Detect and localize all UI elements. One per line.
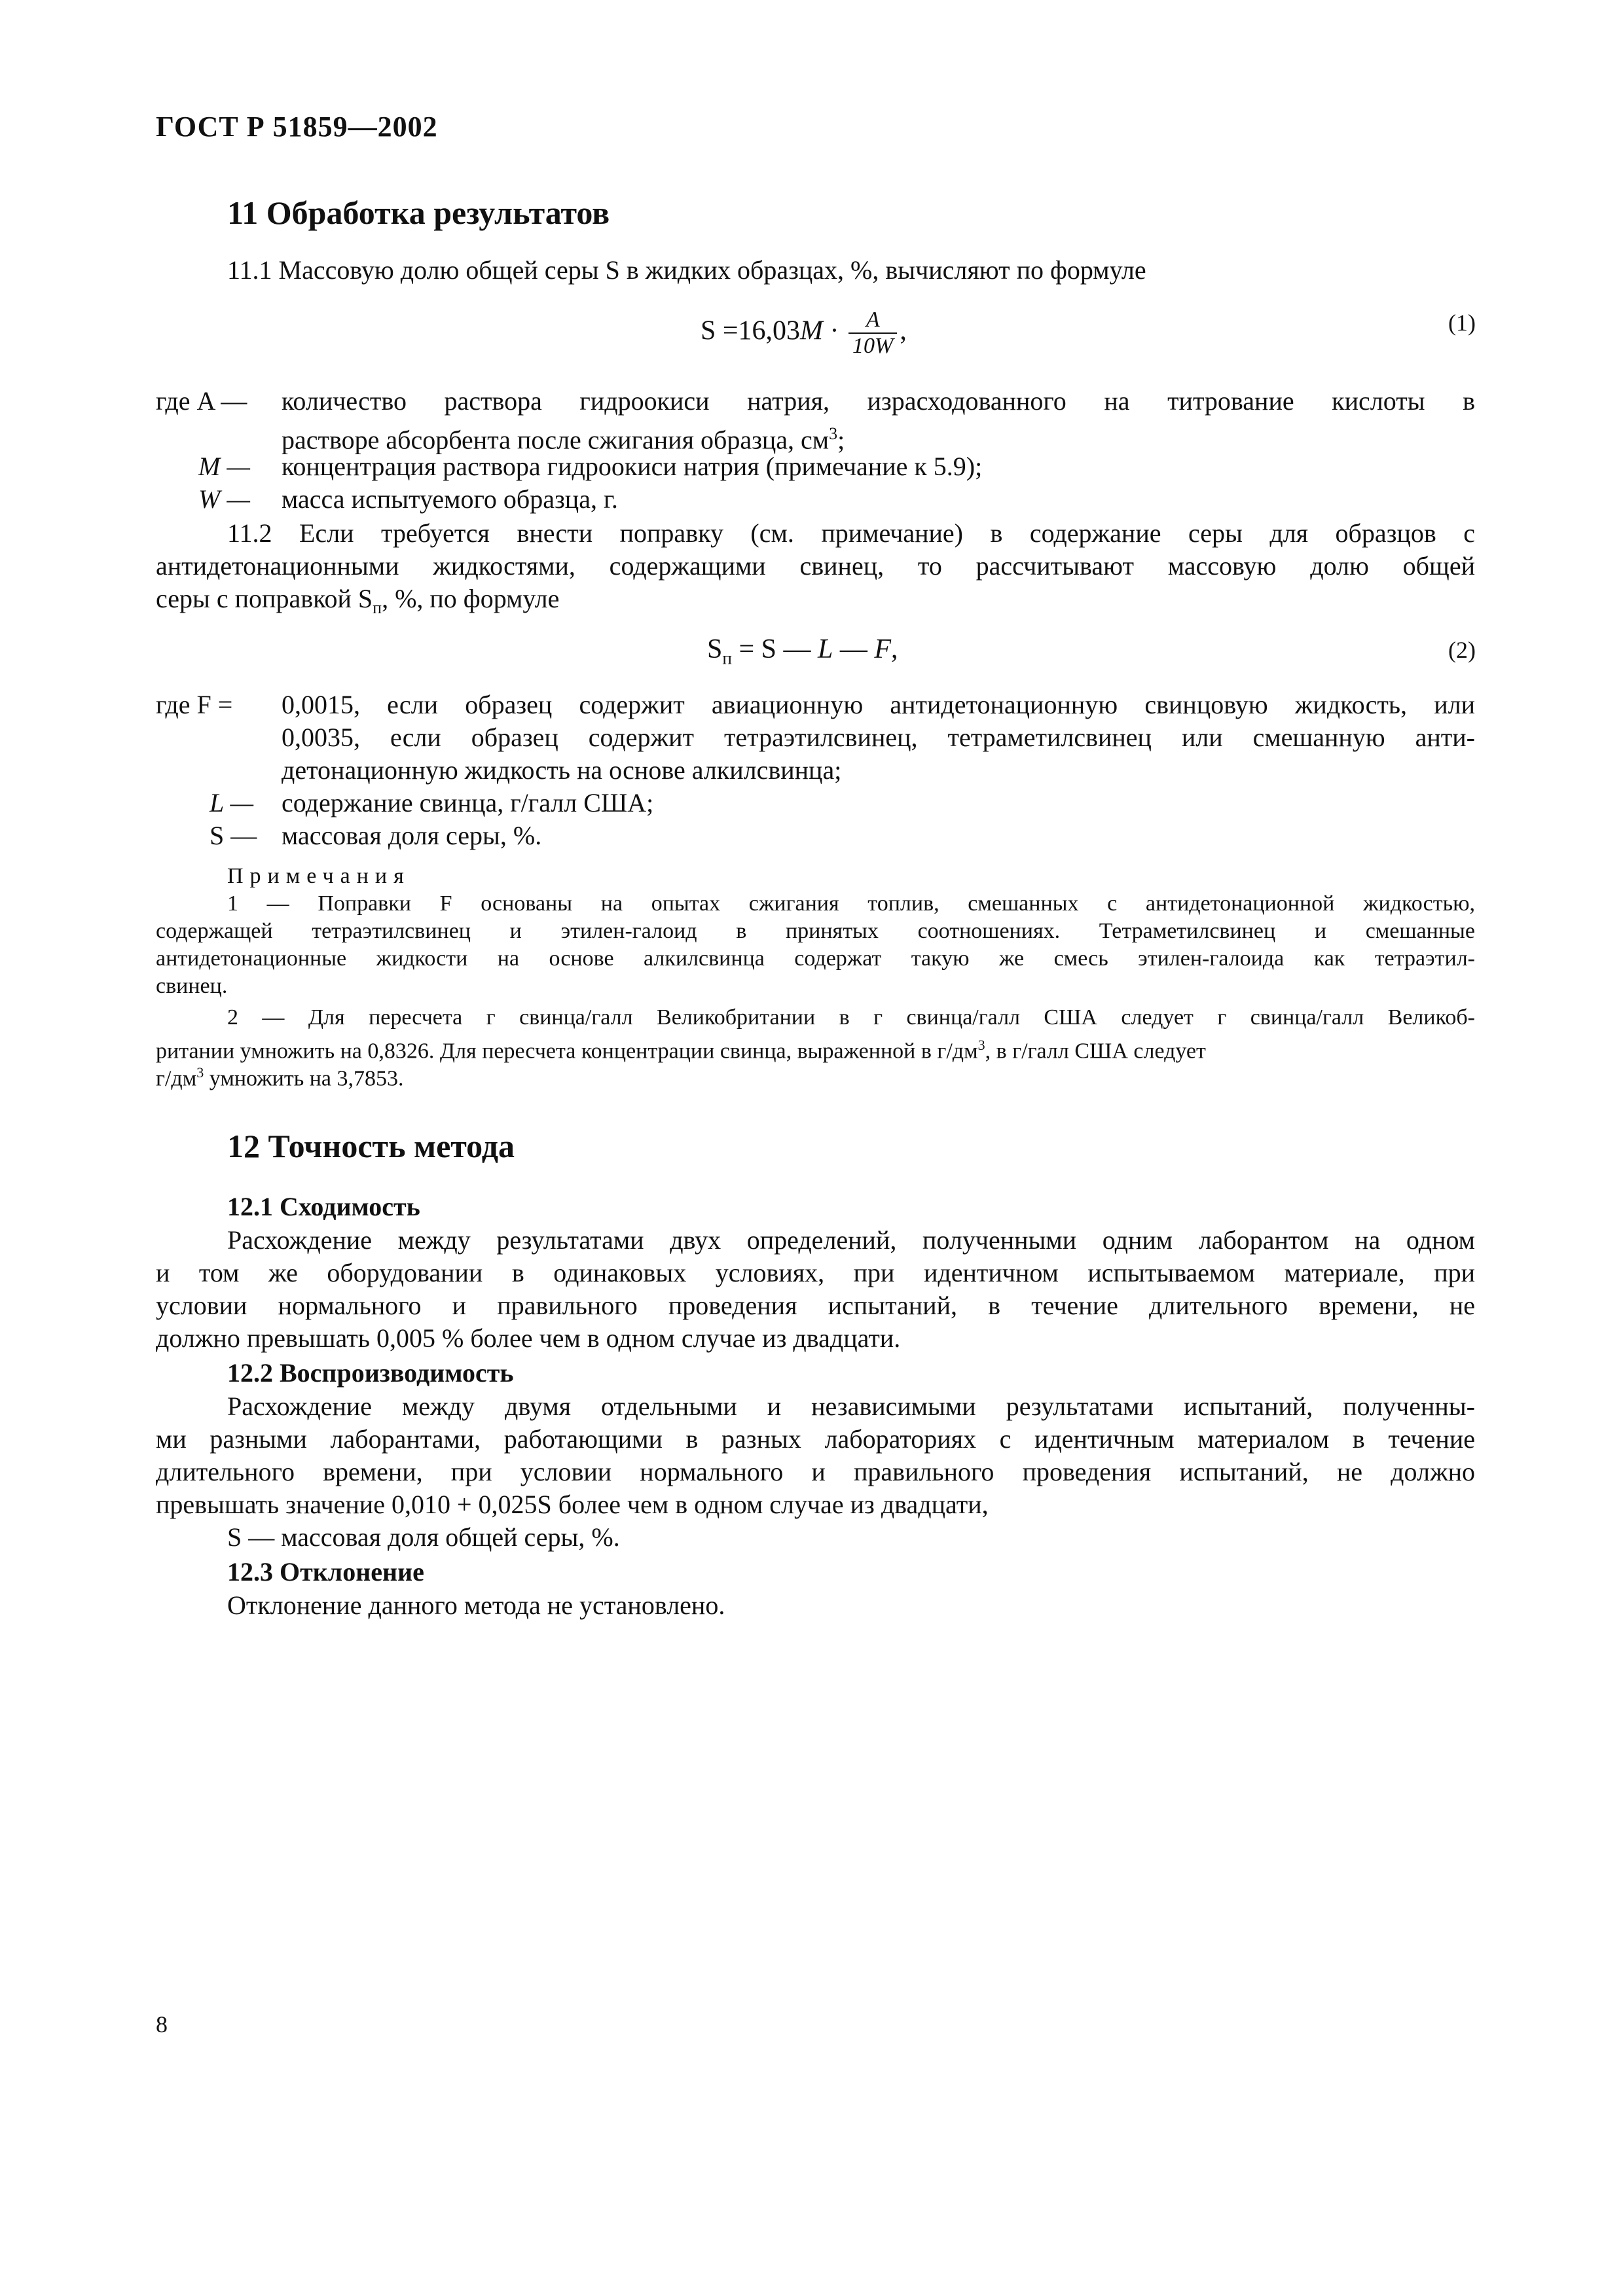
formula-1-fraction bbox=[848, 308, 897, 359]
formula-2-s: S bbox=[707, 634, 723, 664]
p112-l3-text: серы с поправкой S bbox=[156, 584, 373, 613]
formula-2 bbox=[707, 634, 898, 668]
p112-l3-end: , %, по формуле bbox=[382, 584, 560, 613]
formula-1-m: M bbox=[800, 315, 824, 346]
paragraph-12-1-line-3: условии нормального и правильного проведения испытаний, в течение длительного времени, не bbox=[156, 1291, 1475, 1320]
note-1-line-1: 1 — Поправки F основаны на опытах сжигания топлив, смешанных с антидетонационной жидкостью, bbox=[227, 891, 1475, 916]
formula-2-f: F bbox=[874, 634, 892, 664]
formula-1-dot: · bbox=[823, 315, 847, 346]
note-2-l3-end: умножить на 3,7853. bbox=[204, 1066, 404, 1091]
formula-2-number: (2) bbox=[1448, 637, 1476, 663]
note-2-l2-text: ритании умножить на 0,8326. Для пересчета концентрации свинца, выраженной в г/дм bbox=[156, 1039, 978, 1064]
note-2-l3-text: г/дм bbox=[156, 1066, 197, 1091]
where-a-sup: 3 bbox=[829, 424, 838, 443]
paragraph-12-2-line-4: превышать значение 0,010 + 0,025S более чем в одном случае из двадцати, bbox=[156, 1490, 989, 1519]
note-2-line-3 bbox=[156, 1059, 404, 1092]
formula-2-sub: п bbox=[722, 648, 732, 668]
where-f-label: где F = bbox=[156, 690, 233, 719]
notes-title: Примечания bbox=[227, 864, 410, 888]
section-12-title: 12 Точность метода bbox=[227, 1128, 515, 1164]
where-a-label: где A — bbox=[156, 386, 247, 416]
note-2-l3-sup: 3 bbox=[196, 1064, 204, 1081]
where-m-text: концентрация раствора гидроокиси натрия (примечание к 5.9); bbox=[282, 452, 983, 481]
paragraph-11-2-line-3 bbox=[156, 583, 559, 624]
where-a-line-1: количество раствора гидроокиси натрия, израсходованного на титрование кислоты в bbox=[282, 386, 1475, 416]
where-a-end: ; bbox=[837, 425, 845, 455]
where-w-text: масса испытуемого образца, г. bbox=[282, 484, 618, 514]
paragraph-11-2-line-1: 11.2 Если требуется внести поправку (см. примечание) в содержание серы для образцов с bbox=[227, 518, 1475, 548]
formula-2-l: L bbox=[818, 634, 833, 664]
formula-1-lhs: S =16,03 bbox=[701, 315, 801, 346]
where-l-label: L — bbox=[210, 788, 254, 817]
paragraph-12-1-line-2: и том же оборудовании в одинаковых условиях, при идентичном испытываемом материале, при bbox=[156, 1258, 1475, 1287]
paragraph-12-1-line-1: Расхождение между результатами двух определений, полученными одним лаборантом на одном bbox=[227, 1225, 1475, 1255]
document-header: ГОСТ Р 51859—2002 bbox=[156, 111, 438, 143]
subsection-12-3-title: 12.3 Отклонение bbox=[227, 1557, 424, 1587]
note-2-l2-sup: 3 bbox=[977, 1037, 985, 1053]
where-m-label: M — bbox=[198, 452, 250, 481]
paragraph-12-2-line-1: Расхождение между двумя отдельными и независимыми результатами испытаний, полученны- bbox=[227, 1391, 1475, 1421]
where-s-text: массовая доля серы, %. bbox=[282, 821, 542, 850]
page-number: 8 bbox=[156, 2011, 168, 2037]
paragraph-12-2-line-2: ми разными лаборантами, работающими в разных лабораториях с идентичным материалом в течение bbox=[156, 1424, 1475, 1454]
where-f-line-3: детонационную жидкость на основе алкилсвинца; bbox=[282, 755, 842, 785]
paragraph-11-2-line-2: антидетонационными жидкостями, содержащими свинец, то рассчитывают массовую долю общей bbox=[156, 551, 1475, 581]
where-s-label: S — bbox=[210, 821, 257, 850]
where-f-line-2: 0,0035, если образец содержит тетраэтилсвинец, тетраметилсвинец или смешанную анти- bbox=[282, 723, 1475, 752]
formula-1-tail: , bbox=[900, 315, 907, 346]
note-1-line-4: свинец. bbox=[156, 974, 228, 998]
where-a-line-2-text: растворе абсорбента после сжигания образца, см bbox=[282, 425, 830, 455]
formula-2-rest: = S — bbox=[731, 634, 818, 664]
where-w-label: W — bbox=[198, 484, 250, 514]
p112-l3-sub: п bbox=[373, 598, 382, 617]
note-1-line-2: содержащей тетраэтилсвинец и этилен-галоид в принятых соотношениях. Тетраметилсвинец и смешанные bbox=[156, 919, 1475, 943]
formula-1-denominator: 10W bbox=[852, 334, 894, 358]
subsection-12-2-title: 12.2 Воспроизводимость bbox=[227, 1358, 514, 1388]
formula-1-number: (1) bbox=[1448, 310, 1476, 336]
paragraph-12-2-line-5: S — массовая доля общей серы, %. bbox=[227, 1522, 620, 1552]
formula-1 bbox=[701, 308, 907, 359]
paragraph-12-3: Отклонение данного метода не установлено. bbox=[227, 1590, 725, 1620]
formula-2-end: , bbox=[891, 634, 898, 664]
subsection-12-1-title: 12.1 Сходимость bbox=[227, 1192, 420, 1221]
note-1-line-3: антидетонационные жидкости на основе алкилсвинца содержат такую же смесь этилен-галоида как тетраэтил- bbox=[156, 946, 1475, 971]
section-11-title: 11 Обработка результатов bbox=[227, 194, 610, 231]
note-2-line-1: 2 — Для пересчета г свинца/галл Великобритании в г свинца/галл США следует г свинца/галл Великоб- bbox=[227, 1005, 1475, 1030]
formula-1-numerator: A bbox=[848, 308, 897, 334]
paragraph-12-2-line-3: длительного времени, при условии нормального и правильного проведения испытаний, не должно bbox=[156, 1457, 1475, 1486]
where-f-line-1: 0,0015, если образец содержит авиационную антидетонационную свинцовую жидкость, или bbox=[282, 690, 1475, 719]
paragraph-11-1: 11.1 Массовую долю общей серы S в жидких образцах, %, вычисляют по формуле bbox=[227, 255, 1146, 285]
where-l-text: содержание свинца, г/галл США; bbox=[282, 788, 654, 817]
paragraph-12-1-line-4: должно превышать 0,005 % более чем в одном случае из двадцати. bbox=[156, 1323, 901, 1353]
formula-2-dash: — bbox=[833, 634, 875, 664]
note-2-l2-end: , в г/галл США следует bbox=[985, 1039, 1206, 1064]
